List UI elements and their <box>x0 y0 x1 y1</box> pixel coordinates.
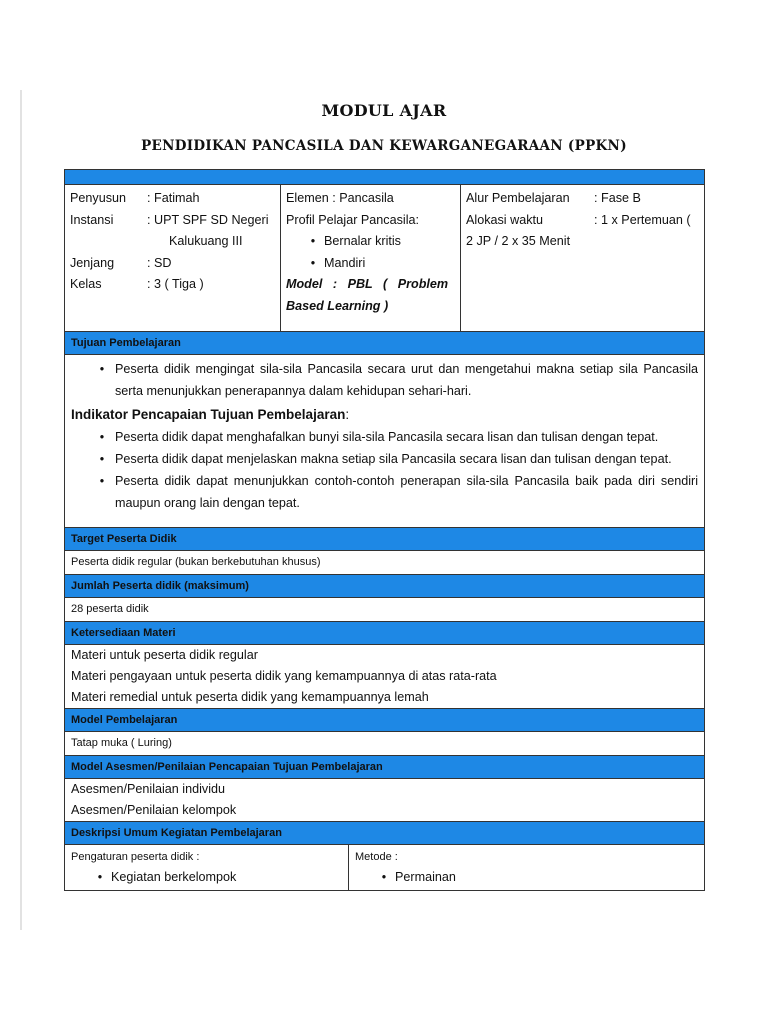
model-line-2: Based Learning ) <box>286 298 389 313</box>
section-header-deskripsi: Deskripsi Umum Kegiatan Pembelajaran <box>65 822 704 845</box>
module-table <box>64 169 705 891</box>
bullet-icon: • <box>97 870 103 884</box>
section-header-jumlah: Jumlah Peserta didik (maksimum) <box>65 575 704 598</box>
bullet-icon: • <box>99 430 105 444</box>
alokasi-row: Alokasi waktu : 1 x Pertemuan ( <box>466 212 691 227</box>
section-header-tujuan: Tujuan Pembelajaran <box>65 332 704 355</box>
bullet-icon: • <box>310 255 316 270</box>
jp-row: 2 JP / 2 x 35 Menit <box>466 234 571 248</box>
section-header-ketersediaan: Ketersediaan Materi <box>65 622 704 645</box>
profil-item: • Mandiri <box>286 253 455 275</box>
section-header-model: Model Pembelajaran <box>65 709 704 732</box>
metode-item: • Permainan <box>355 867 698 887</box>
bullet-icon: • <box>99 474 105 488</box>
tujuan-section <box>65 355 704 528</box>
bullet-icon: • <box>381 870 387 884</box>
pengaturan-cell <box>65 845 349 890</box>
indikator-item: • Peserta didik dapat menjelaskan makna setiap sila Pancasila secara lisan dan tulisan dengan tepat. <box>71 448 698 470</box>
ketersediaan-list <box>65 645 704 709</box>
instansi-row: Instansi : UPT SPF SD Negeri <box>70 212 269 227</box>
jenjang-row: Jenjang : SD <box>70 255 172 270</box>
jumlah-text: 28 peserta didik <box>65 598 704 622</box>
profil-label: Profil Pelajar Pancasila: <box>286 212 419 227</box>
indikator-item: • Peserta didik dapat menghafalkan bunyi sila-sila Pancasila secara lisan dan tulisan dengan tepat. <box>71 426 698 448</box>
identity-column-1 <box>65 185 281 331</box>
metode-cell <box>349 845 704 890</box>
penyusun-row: Penyusun : Fatimah <box>70 191 200 205</box>
document-subtitle: PENDIDIKAN PANCASILA DAN KEWARGANEGARAAN (PPKN) <box>141 138 627 154</box>
identity-column-3 <box>461 185 704 331</box>
kelas-row: Kelas : 3 ( Tiga ) <box>70 277 204 291</box>
asesmen-list <box>65 779 704 822</box>
pengaturan-item: • Kegiatan berkelompok <box>71 867 342 887</box>
table-top-bar <box>65 170 704 185</box>
list-item: Materi remedial untuk peserta didik yang kemampuannya lemah <box>71 690 429 704</box>
instansi-row-cont: Kalukuang III <box>169 234 243 248</box>
model-text: Tatap muka ( Luring) <box>65 732 704 756</box>
list-item: Asesmen/Penilaian kelompok <box>71 803 237 817</box>
elemen-text: Elemen : Pancasila <box>286 191 394 205</box>
bullet-icon: • <box>99 452 105 466</box>
indikator-item: • Peserta didik dapat menunjukkan contoh-contoh penerapan sila-sila Pancasila baik pada diri sendiri maupun orang lain dengan tepat. <box>71 470 698 514</box>
pengaturan-label: Pengaturan peserta didik : <box>71 851 200 863</box>
alur-row: Alur Pembelajaran : Fase B <box>466 191 641 205</box>
deskripsi-section <box>65 845 704 890</box>
identity-section <box>65 185 704 332</box>
profil-item: • Bernalar kritis <box>286 231 455 253</box>
bullet-icon: • <box>99 362 105 376</box>
indikator-title: Indikator Pencapaian Tujuan Pembelajaran: <box>71 407 350 422</box>
section-header-asesmen: Model Asesmen/Penilaian Pencapaian Tujuan Pembelajaran <box>65 756 704 779</box>
list-item: Materi pengayaan untuk peserta didik yang kemampuannya di atas rata-rata <box>71 669 497 683</box>
document-title: MODUL AJAR <box>321 101 447 120</box>
section-header-target: Target Peserta Didik <box>65 528 704 551</box>
metode-label: Metode : <box>355 851 398 863</box>
model-line-1: Model : PBL ( Problem <box>286 277 449 291</box>
target-text: Peserta didik regular (bukan berkebutuhan khusus) <box>65 551 704 575</box>
list-item: Materi untuk peserta didik regular <box>71 648 258 662</box>
identity-column-2 <box>281 185 461 331</box>
list-item: Asesmen/Penilaian individu <box>71 782 226 796</box>
bullet-icon: • <box>310 234 316 248</box>
tujuan-item: • Peserta didik mengingat sila-sila Pancasila secara urut dan mengetahui makna setiap sila Pancasila serta menunjukkan penerapannya dalam kehidupan sehari-hari. <box>71 358 698 402</box>
page-margin-line <box>20 90 22 930</box>
